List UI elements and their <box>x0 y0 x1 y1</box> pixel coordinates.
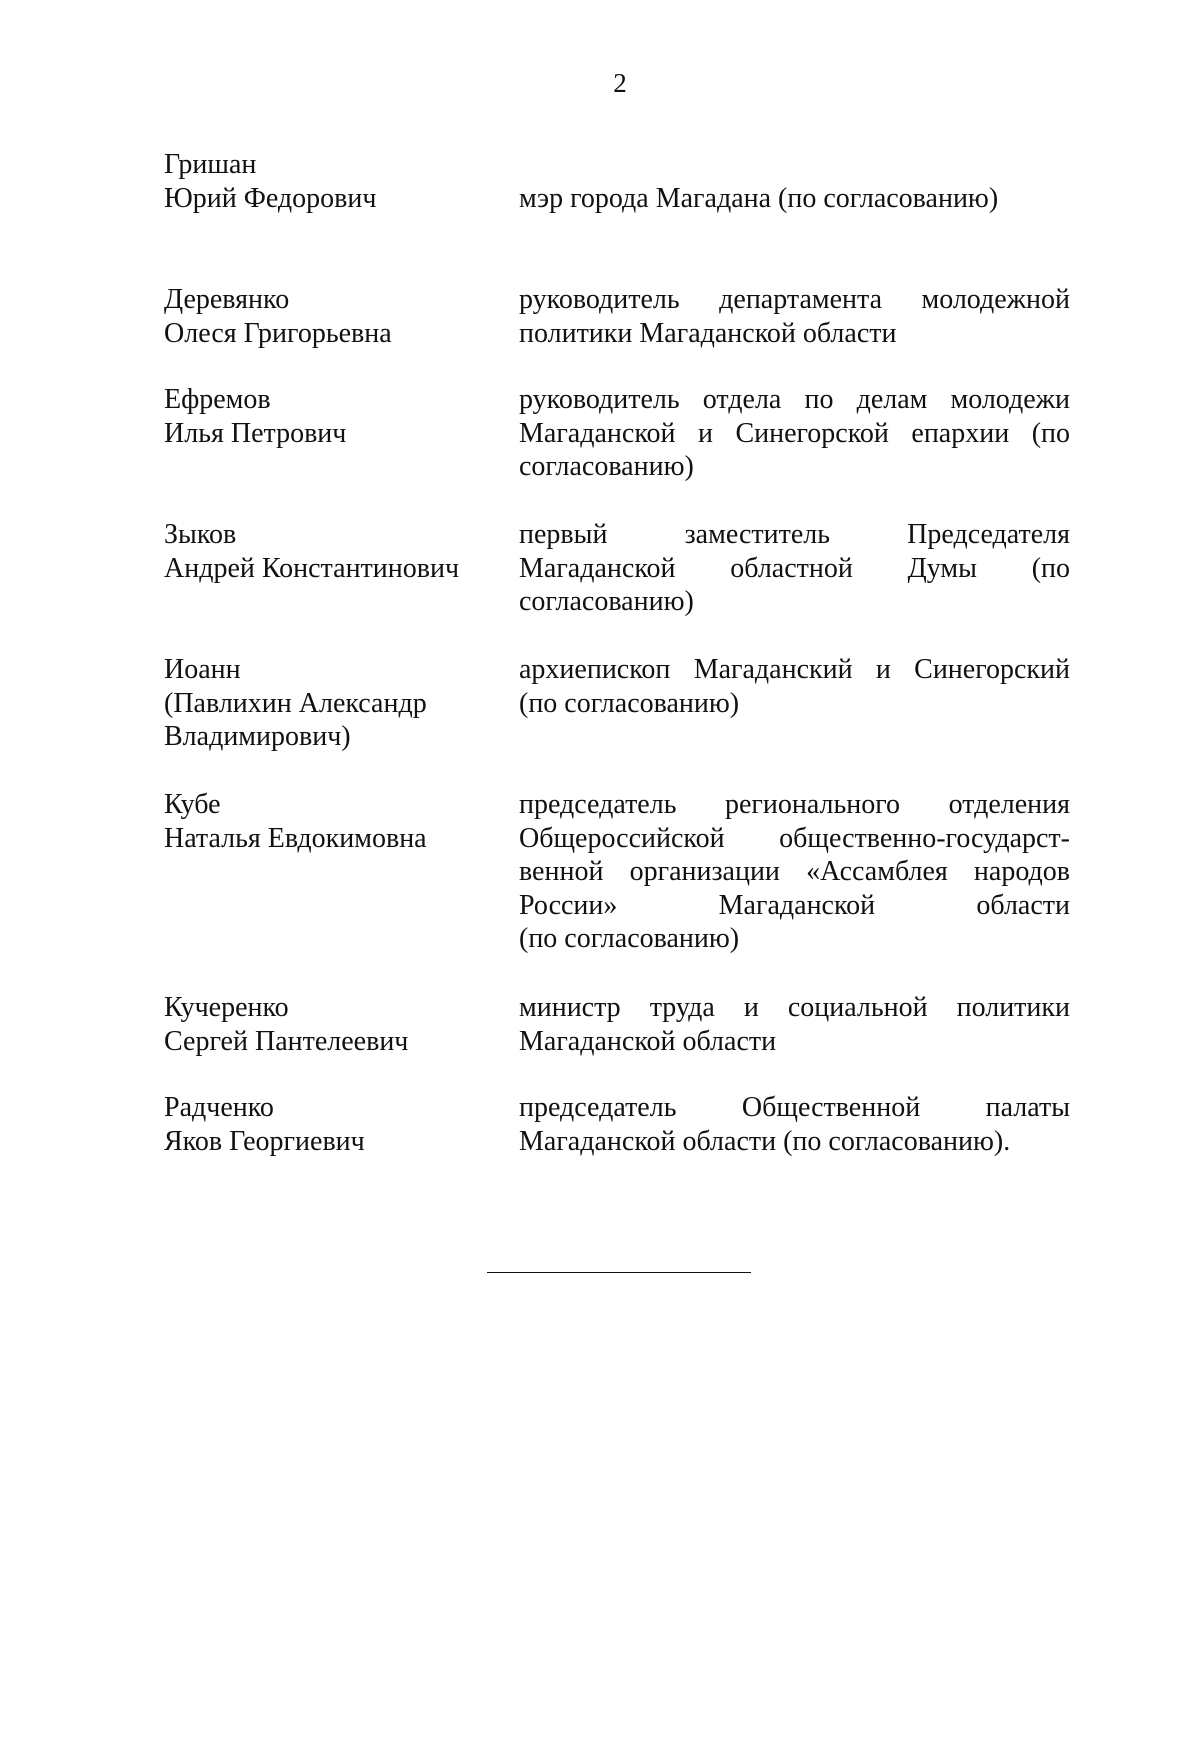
member-role-line: мэр города Магадана (по согласованию) <box>519 182 999 214</box>
member-role-line: Магаданской и Синегорской епархии (по <box>519 417 1070 449</box>
member-surname: Деревянко <box>164 284 290 315</box>
member-role-line: первый заместитель Председателя <box>519 519 1070 550</box>
member-role-line: председатель регионального отделения <box>519 789 1070 820</box>
member-role-line: (по согласованию) <box>519 687 740 719</box>
member-role-line: министр труда и социальной политики <box>519 992 1070 1023</box>
member-surname: Кубе <box>164 789 221 820</box>
member-role-line: политики Магаданской области <box>519 317 897 349</box>
page-number: 2 <box>613 68 627 98</box>
member-role-line: Магаданской области <box>519 1025 777 1057</box>
member-given-names: Юрий Федорович <box>164 182 377 214</box>
member-name <box>164 1091 504 1158</box>
member-role <box>519 182 1070 216</box>
member-name <box>164 788 504 855</box>
member-role <box>519 788 1070 956</box>
member-surname: Гришан <box>164 149 257 180</box>
member-role <box>519 653 1070 720</box>
member-given-names: Владимирович) <box>164 721 351 752</box>
member-surname: Ефремов <box>164 384 271 415</box>
member-given-names: Илья Петрович <box>164 417 347 449</box>
member-name <box>164 518 504 585</box>
member-name <box>164 383 504 450</box>
member-role-line: руководитель отдела по делам молодежи <box>519 384 1070 415</box>
member-name <box>164 991 504 1058</box>
member-surname: Иоанн <box>164 654 241 685</box>
member-role-line: согласованию) <box>519 586 694 617</box>
member-given-names: (Павлихин Александр <box>164 687 427 719</box>
end-of-list-divider <box>487 1272 751 1273</box>
member-surname: Радченко <box>164 1092 274 1123</box>
member-role <box>519 283 1070 350</box>
member-given-names: Сергей Пантелеевич <box>164 1025 409 1057</box>
member-role-line: руководитель департамента молодежной <box>519 284 1070 315</box>
member-name <box>164 283 504 350</box>
member-role-line: венной организации «Ассамблея народов <box>519 856 1070 887</box>
member-role-line: Магаданской областной Думы (по <box>519 552 1070 584</box>
member-role <box>519 991 1070 1058</box>
member-name <box>164 653 504 754</box>
member-role-line: согласованию) <box>519 451 694 482</box>
member-given-names: Андрей Константинович <box>164 552 460 584</box>
member-surname: Зыков <box>164 519 237 550</box>
member-role <box>519 1091 1070 1158</box>
member-role-line: архиепископ Магаданский и Синегорский <box>519 654 1070 685</box>
member-role-line: Магаданской области (по согласованию). <box>519 1125 1011 1157</box>
member-role <box>519 383 1070 484</box>
member-given-names: Наталья Евдокимовна <box>164 822 427 854</box>
member-role-line: (по согласованию) <box>519 923 740 954</box>
member-role-line: Общероссийской общественно-государст- <box>519 822 1070 854</box>
member-role-line: России» Магаданской области <box>519 889 1070 921</box>
member-surname: Кучеренко <box>164 992 289 1023</box>
member-role <box>519 518 1070 619</box>
member-name <box>164 148 504 215</box>
member-role-line: председатель Общественной палаты <box>519 1092 1070 1123</box>
member-given-names: Яков Георгиевич <box>164 1125 365 1157</box>
member-given-names: Олеся Григорьевна <box>164 317 392 349</box>
